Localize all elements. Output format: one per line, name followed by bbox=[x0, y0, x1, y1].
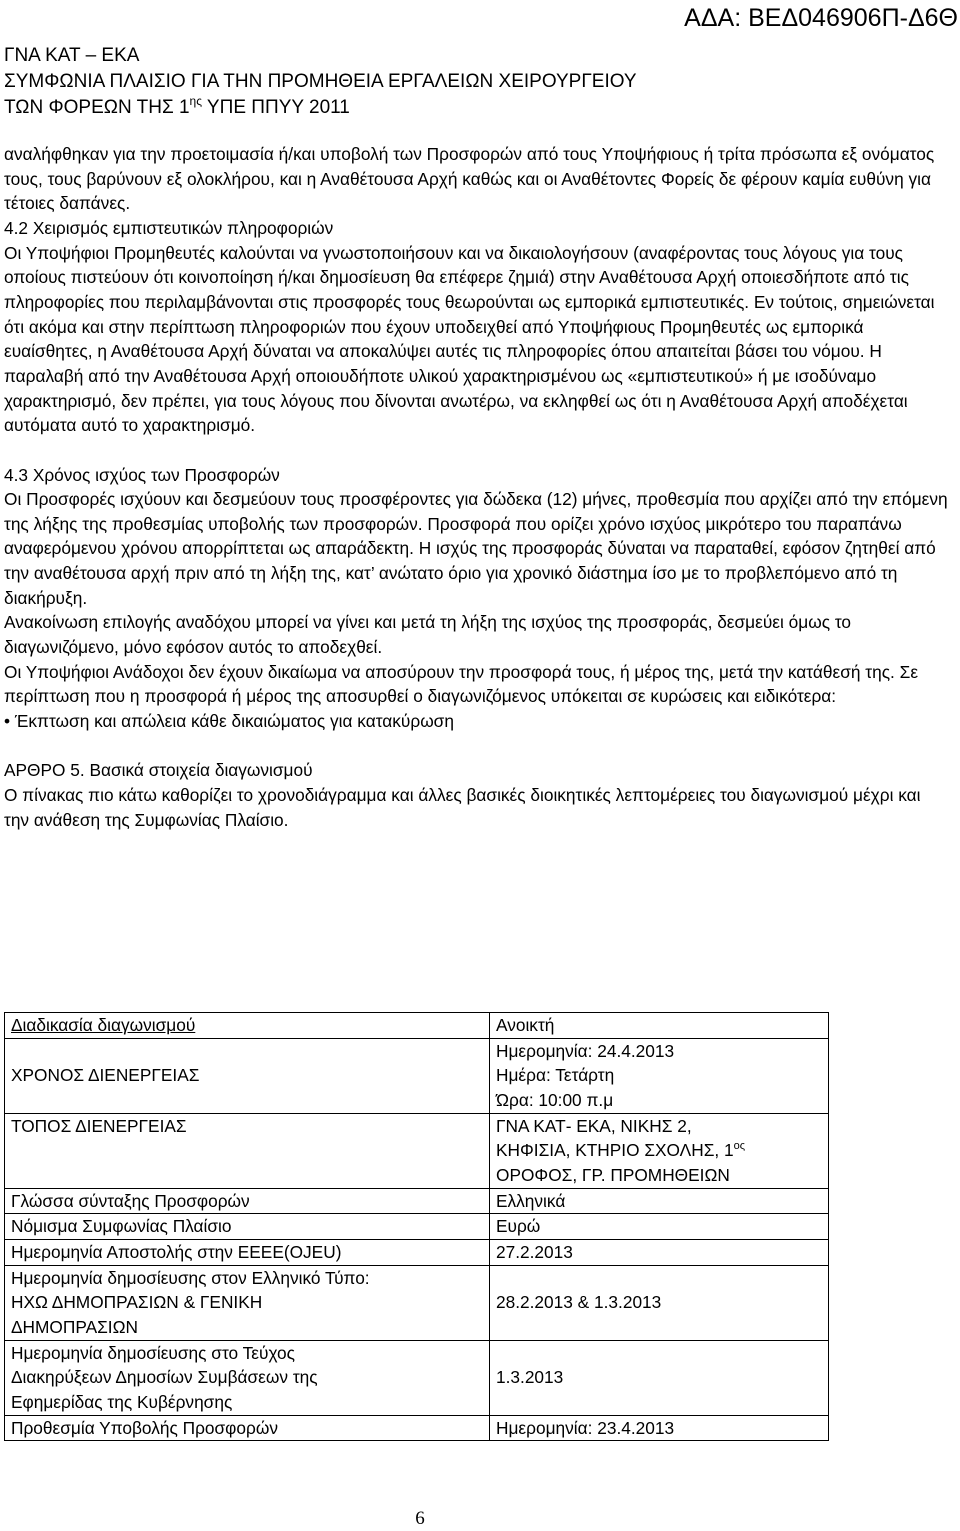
table-row bbox=[5, 1113, 829, 1188]
tender-info-table bbox=[4, 1012, 829, 1441]
table-cell-label: Προθεσμία Υποβολής Προσφορών bbox=[5, 1415, 490, 1441]
label-line: Εφημερίδας της Κυβέρνησης bbox=[11, 1391, 233, 1412]
label-line: ΔΗΜΟΠΡΑΣΙΩΝ bbox=[11, 1316, 138, 1337]
table-row bbox=[5, 1188, 829, 1214]
document-body bbox=[4, 142, 950, 832]
table-row bbox=[5, 1239, 829, 1265]
table-cell-value bbox=[490, 1113, 829, 1188]
value-line-pre: ΚΗΦΙΣΙΑ, ΚΤΗΡΙΟ ΣΧΟΛΗΣ, 1 bbox=[496, 1140, 734, 1161]
ada-code: ΑΔΑ: ΒΕΔ046906Π-Δ6Θ bbox=[684, 4, 958, 32]
table-cell-label: Ημερομηνία Αποστολής στην ΕΕΕΕ(OJEU) bbox=[5, 1239, 490, 1265]
table-row bbox=[5, 1340, 829, 1415]
table-cell-value: 27.2.2013 bbox=[490, 1239, 829, 1265]
underlined-label: Διαδικασία διαγωνισμού bbox=[11, 1015, 196, 1035]
table-cell-label: Νόμισμα Συμφωνίας Πλαίσιο bbox=[5, 1214, 490, 1240]
section-4-2-heading: 4.2 Χειρισμός εμπιστευτικών πληροφοριών bbox=[4, 217, 334, 238]
table-row bbox=[5, 1214, 829, 1240]
table-cell-value: 1.3.2013 bbox=[490, 1340, 829, 1415]
section-4-2-text: Οι Υποψήφιοι Προμηθευτές καλούνται να γνωστοποιήσουν και να δικαιολογήσουν (αναφέροντας τους λόγους για τους οποίους πιστεύουν ότι κοινοποίηση ή/και δημοσίευση θα επέφερε ζημιά) στην Αναθέτουσα Αρχή οποιεσδήποτε από τις πληροφορίες που περιλαμβάνονται στις προσφορές τους θεωρούνται ως εμπορικά εμπιστευτικές. Εν τούτοις, σημειώνεται ότι ακόμα και στην περίπτωση πληροφοριών που έχουν υποδειχθεί από Υποψήφιους Προμηθευτές ως εμπορικά ευαίσθητες, η Αναθέτουσα Αρχή δύναται να αποκαλύψει αυτές τις πληροφορίες όπου απαιτείται βάσει του νόμου. Η παραλαβή από την Αναθέτουσα Αρχή οποιουδήποτε υλικού χαρακτηρισμένου ως «εμπιστευτικού» ή με ισοδύναμο χαρακτηρισμό, δεν πρέπει, για τους λόγους που δίνονται ανωτέρω, να εκληφθεί ως ότι η Αναθέτουσα Αρχή αποδέχεται αυτόματα αυτό το χαρακτηρισμό. bbox=[4, 242, 935, 436]
page-number: 6 bbox=[415, 1508, 425, 1529]
table-cell-label bbox=[5, 1013, 490, 1039]
table-cell-value bbox=[490, 1038, 829, 1113]
table-cell-value: Ημερομηνία: 23.4.2013 bbox=[490, 1415, 829, 1441]
table-cell-label: Γλώσσα σύνταξης Προσφορών bbox=[5, 1188, 490, 1214]
value-line: ΟΡΟΦΟΣ, ΓΡ. ΠΡΟΜΗΘΕΙΩΝ bbox=[496, 1164, 730, 1185]
value-line: Ημέρα: Τετάρτη bbox=[496, 1065, 615, 1086]
value-line bbox=[496, 1138, 822, 1163]
value-superscript: ος bbox=[733, 1140, 746, 1153]
spacer bbox=[4, 734, 950, 759]
article-5-heading: ΑΡΘΡΟ 5. Βασικά στοιχεία διαγωνισμού bbox=[4, 760, 313, 781]
header-superscript: ης bbox=[189, 94, 202, 108]
section-4-3-text-3: Οι Υποψήφιοι Ανάδοχοι δεν έχουν δικαίωμα να αποσύρουν την προσφορά τους, ή μέρος της, μετά την κατάθεσή της. Σε περίπτωση που η προσφορά ή μέρος της αποσυρθεί ο διαγωνιζόμενος υπόκειται σε κυρώσεις και ειδικότερα: bbox=[4, 661, 919, 707]
header-line-1: ΓΝΑ ΚΑΤ – ΕΚΑ bbox=[4, 45, 140, 66]
bullet-item: • Έκπτωση και απώλεια κάθε δικαιώματος για κατακύρωση bbox=[4, 711, 454, 732]
label-line: Διακηρύξεων Δημοσίων Συμβάσεων της bbox=[11, 1367, 318, 1388]
label-line: Ημερομηνία δημοσίευσης στον Ελληνικό Τύπο: bbox=[11, 1267, 370, 1288]
value-line: ΓΝΑ ΚΑΤ- ΕΚΑ, ΝΙΚΗΣ 2, bbox=[496, 1115, 692, 1136]
section-4-3-text-2: Ανακοίνωση επιλογής αναδόχου μπορεί να γίνει και μετά τη λήξη της ισχύος της προσφοράς, δεσμεύει όμως το διαγωνιζόμενο, μόνο εφόσον αυτός το αποδεχθεί. bbox=[4, 612, 852, 658]
table-row bbox=[5, 1265, 829, 1340]
section-4-3-text-1: Οι Προσφορές ισχύουν και δεσμεύουν τους προσφέροντες για δώδεκα (12) μήνες, προθεσμία που αρχίζει από την επόμενη της λήξης της προθεσμίας υποβολής των προσφορών. Προσφορά που ορίζει χρόνο ισχύος μικρότερο του παραπάνω αναφερόμενου χρόνου απορρίπτεται ως απαράδεκτη. Η ισχύς της προσφοράς δύναται να παραταθεί, εφόσον ζητηθεί από την αναθέτουσα αρχή πριν από τη λήξη της, κατ’ ανώτατο όριο για χρονικό διάστημα ίσο με το προβλεπόμενο από τη διακήρυξη. bbox=[4, 489, 948, 608]
table-cell-label bbox=[5, 1340, 490, 1415]
header-line-3-pre: ΤΩΝ ΦΟΡΕΩΝ ΤΗΣ 1 bbox=[4, 97, 190, 118]
article-5-text: Ο πίνακας πιο κάτω καθορίζει το χρονοδιάγραμμα και άλλες βασικές διοικητικές λεπτομέρειες του διαγωνισμού μέχρι και την ανάθεση της Συμφωνίας Πλαίσιο. bbox=[4, 785, 921, 830]
table-row bbox=[5, 1013, 829, 1039]
document-header bbox=[4, 43, 637, 121]
paragraph-costs: αναλήφθηκαν για την προετοιμασία ή/και υποβολή των Προσφορών από τους Υποψήφιους ή τρίτα πρόσωπα εξ ονόματος τους, τους βαρύνουν εξ ολοκλήρου, και η Αναθέτουσα Αρχή καθώς και οι Αναθέτοντες Φορείς δε φέρουν καμία ευθύνη για τέτοιες δαπάνες. bbox=[4, 144, 935, 214]
label-line: Ημερομηνία δημοσίευσης στο Τεύχος bbox=[11, 1342, 295, 1363]
table-cell-value: Ελληνικά bbox=[490, 1188, 829, 1214]
table-cell-label bbox=[5, 1265, 490, 1340]
label-line: ΗΧΩ ΔΗΜΟΠΡΑΣΙΩΝ & ΓΕΝΙΚΗ bbox=[11, 1292, 263, 1313]
header-line-3 bbox=[4, 95, 637, 121]
table-row bbox=[5, 1038, 829, 1113]
header-line-2: ΣΥΜΦΩΝΙΑ ΠΛΑΙΣΙΟ ΓΙΑ ΤΗΝ ΠΡΟΜΗΘΕΙΑ ΕΡΓΑΛΕΙΩΝ ΧΕΙΡΟΥΡΓΕΙΟΥ bbox=[4, 71, 637, 92]
value-line: Ημερομηνία: 24.4.2013 bbox=[496, 1040, 675, 1061]
table-cell-value: Ανοικτή bbox=[490, 1013, 829, 1039]
spacer bbox=[4, 438, 950, 463]
table-cell-label: ΤΟΠΟΣ ΔΙΕΝΕΡΓΕΙΑΣ bbox=[5, 1113, 490, 1188]
header-line-3-post: ΥΠΕ ΠΠΥΥ 2011 bbox=[202, 97, 350, 118]
table-cell-label: ΧΡΟΝΟΣ ΔΙΕΝΕΡΓΕΙΑΣ bbox=[5, 1038, 490, 1113]
table-cell-value: Ευρώ bbox=[490, 1214, 829, 1240]
value-line: Ώρα: 10:00 π.μ bbox=[496, 1089, 614, 1110]
section-4-3-heading: 4.3 Χρόνος ισχύος των Προσφορών bbox=[4, 464, 280, 485]
table-cell-value: 28.2.2013 & 1.3.2013 bbox=[490, 1265, 829, 1340]
table-row bbox=[5, 1415, 829, 1441]
